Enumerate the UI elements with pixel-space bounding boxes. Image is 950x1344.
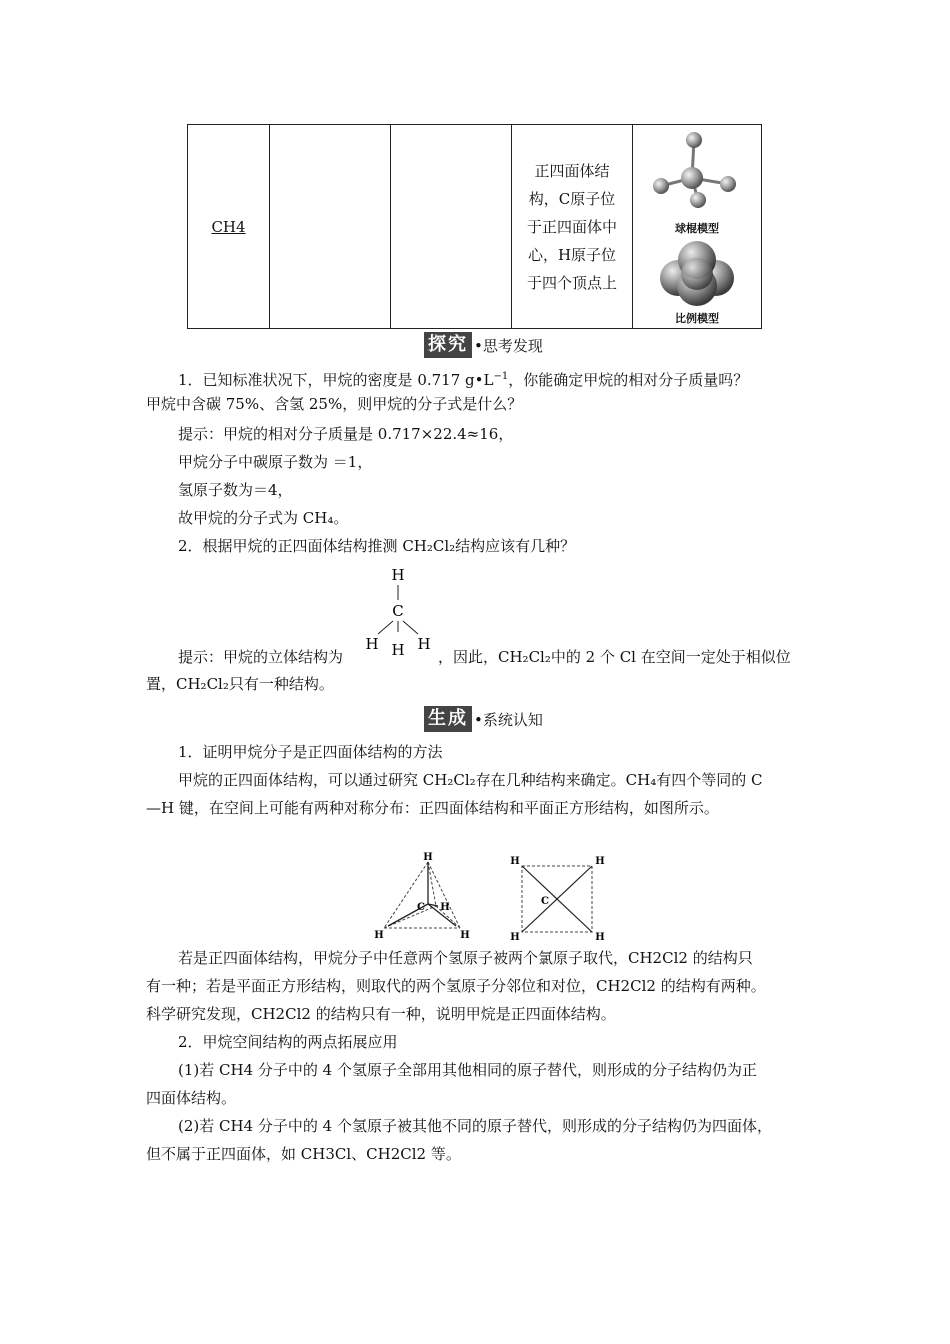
question-1-line-1: 1．已知标准状况下，甲烷的密度是 0.717 $g•L^{-1}$，你能确定甲烷的相对分子质量吗？ xyxy=(178,371,749,389)
model-cell xyxy=(633,125,762,329)
struct-h-middle: H xyxy=(391,641,405,659)
space-fill-label: 比例模型 xyxy=(675,311,719,325)
struct-h-right: H xyxy=(417,635,431,653)
explore-banner-sub: •思考发现 xyxy=(474,336,543,355)
methane-table xyxy=(187,124,762,329)
formula-text: CH4 xyxy=(211,217,246,236)
question-2: 2．根据甲烷的正四面体结构推测 CH₂Cl₂结构应该有几种？ xyxy=(178,537,576,555)
tetra-h-br: H xyxy=(460,930,470,941)
section-2-title: 2．甲烷空间结构的两点拓展应用 xyxy=(178,1033,398,1051)
hint-2: 甲烷分子中碳原子数为 ＝1， xyxy=(178,453,373,471)
struct-h-top: H xyxy=(391,566,405,584)
space-filling-model-image xyxy=(642,238,752,306)
section-1-para-3: 若是正四面体结构，甲烷分子中任意两个氢原子被两个氯原子取代，CH2Cl2 的结构只 xyxy=(178,949,753,967)
square-h-bl: H xyxy=(510,932,520,943)
ball-stick-model-image xyxy=(642,128,752,228)
structure-desc-cell xyxy=(512,125,633,329)
empty-cell-1 xyxy=(270,125,391,329)
square-h-tl: H xyxy=(510,856,520,867)
tetra-h-inner: H xyxy=(440,902,450,913)
tetra-h-bl: H xyxy=(374,930,384,941)
generate-banner-sub: •系统认知 xyxy=(474,710,543,729)
hint-4: 故甲烷的分子式为 CH₄。 xyxy=(178,509,349,527)
tetra-h-top: H xyxy=(423,852,433,863)
generate-banner-box: 生成 xyxy=(424,706,472,732)
ball-stick-label: 球棍模型 xyxy=(675,221,719,235)
section-1-para-4: 有一种；若是平面正方形结构，则取代的两个氢原子分邻位和对位，CH2Cl2 的结构有两种。 xyxy=(146,977,766,995)
generate-banner xyxy=(424,706,543,732)
explore-banner-box: 探究 xyxy=(424,332,472,358)
explore-banner xyxy=(424,332,543,358)
section-2-para-2: 四面体结构。 xyxy=(146,1089,237,1107)
structure-desc: 正四面体结 构，C原子位 于正四面体中 心，H原子位 于四个顶点上 xyxy=(526,161,617,292)
struct-c: C xyxy=(392,602,404,620)
square-c: C xyxy=(541,896,549,907)
section-1-para-1: 甲烷的正四面体结构，可以通过研究 CH₂Cl₂存在几种结构来确定。CH₄有四个等同的 C xyxy=(178,771,763,789)
question-1-line-2: 甲烷中含碳 75%、含氢 25%，则甲烷的分子式是什么？ xyxy=(146,395,523,413)
section-2-para-3: (2)若 CH4 分子中的 4 个氢原子被其他不同的原子替代，则形成的分子结构仍为四面体， xyxy=(178,1117,772,1135)
empty-cell-2 xyxy=(391,125,512,329)
square-h-tr: H xyxy=(595,856,605,867)
tetrahedron-figure xyxy=(370,848,480,944)
hint-3: 氢原子数为＝4， xyxy=(178,481,293,499)
section-2-para-1: (1)若 CH4 分子中的 4 个氢原子全部用其他相同的原子替代，则形成的分子结构仍为正 xyxy=(178,1061,757,1079)
struct-h-left: H xyxy=(365,635,379,653)
section-1-para-2: —H 键，在空间上可能有两种对称分布：正四面体结构和平面正方形结构，如图所示。 xyxy=(146,799,719,817)
hint-5-a: 提示：甲烷的立体结构为 xyxy=(178,648,344,666)
hint-5-c: 置，CH₂Cl₂只有一种结构。 xyxy=(146,675,334,693)
section-1-title: 1．证明甲烷分子是正四面体结构的方法 xyxy=(178,743,443,761)
formula-cell xyxy=(188,125,270,329)
hint-1: 提示：甲烷的相对分子质量是 0.717×22.4≈16， xyxy=(178,425,514,443)
tetra-c: C xyxy=(417,902,425,913)
section-2-para-4: 但不属于正四面体，如 CH3Cl、CH2Cl2 等。 xyxy=(146,1145,461,1163)
square-h-br: H xyxy=(595,932,605,943)
methane-structural-formula xyxy=(360,560,440,660)
hint-5-b: ，因此，CH₂Cl₂中的 2 个 Cl 在空间一定处于相似位 xyxy=(438,648,791,666)
section-1-para-5: 科学研究发现，CH2Cl2 的结构只有一种，说明甲烷是正四面体结构。 xyxy=(146,1005,616,1023)
square-planar-figure xyxy=(508,852,608,944)
